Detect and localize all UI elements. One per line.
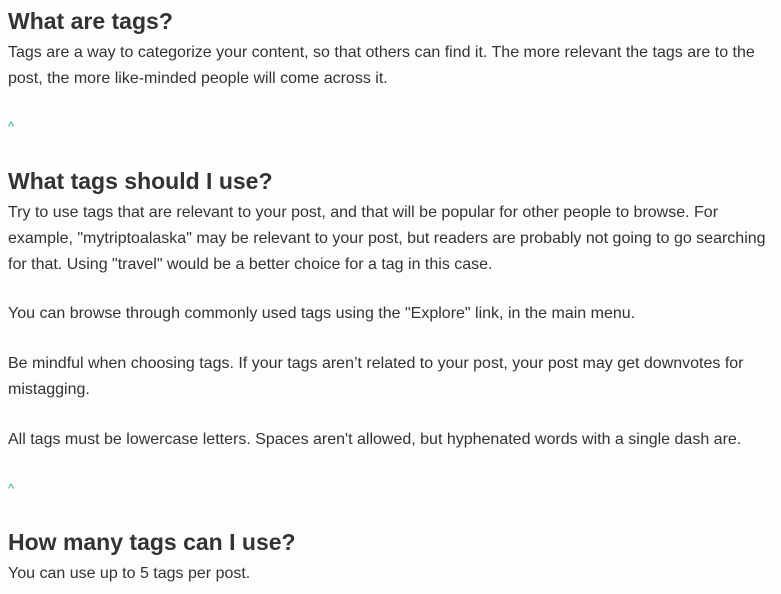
faq-answer-mindful-tagging: Be mindful when choosing tags. If your tags aren’t related to your post, your post may get downvotes for mistagging. (8, 355, 744, 398)
faq-answer-lowercase-rule: All tags must be lowercase letters. Spaces aren't allowed, but hyphenated words with a single dash are. (8, 431, 742, 448)
faq-answer-tag-limit: You can use up to 5 tags per post. (8, 565, 251, 582)
faq-heading-what-tags-should-i-use: What tags should I use? (8, 168, 273, 194)
back-to-top-link[interactable]: ^ (8, 119, 15, 134)
faq-heading-what-are-tags: What are tags? (8, 8, 173, 34)
faq-heading-how-many-tags: How many tags can I use? (8, 529, 296, 555)
faq-answer-relevant-tags: Try to use tags that are relevant to your post, and that will be popular for other people to browse. For example, "mytriptoalaska" may be relevant to your post, but readers are probably not going to go searching for that. Using "travel" would be a better choice for a tag in this case. (8, 204, 766, 273)
back-to-top-link[interactable]: ^ (8, 481, 15, 496)
faq-answer-what-are-tags: Tags are a way to categorize your content, so that others can find it. The more relevant the tags are to the post, the more like-minded people will come across it. (8, 44, 755, 87)
faq-answer-explore-link: You can browse through commonly used tags using the "Explore" link, in the main menu. (8, 305, 636, 322)
